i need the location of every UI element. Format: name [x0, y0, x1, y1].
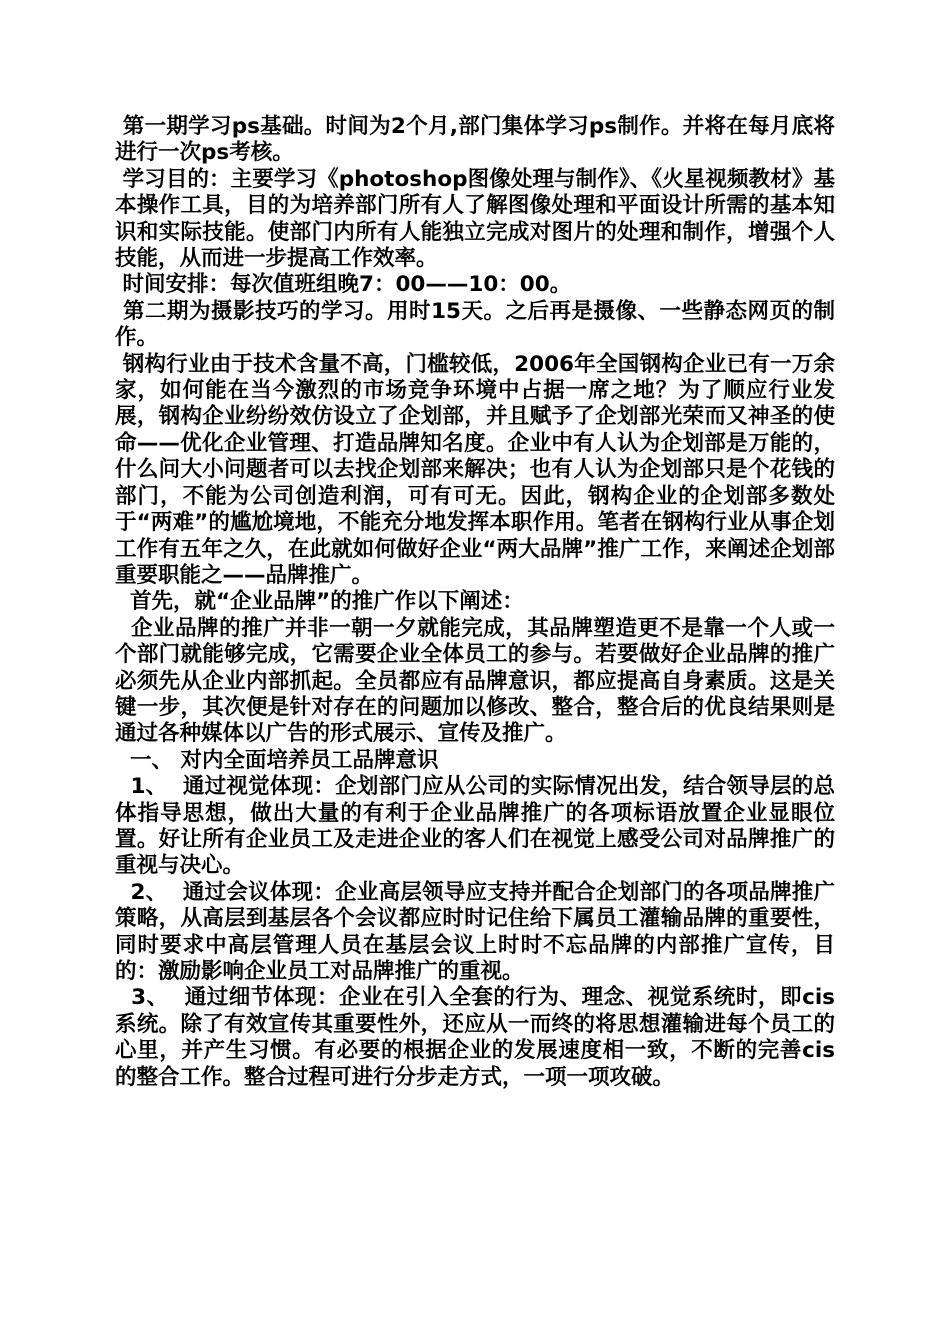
- paragraph-brand-promotion-details: 企业品牌的推广并非一朝一夕就能完成，其品牌塑造更不是靠一个人或一个部门就能够完成，它需要企业全体员工的参与。若要做好企业品牌的推广必须先从企业内部抓起。全员都应有品牌意识，都应提高自身素质。这是关键一步，其次便是针对存在的问题加以修改、整合，整合后的优良结果则是通过各种媒体以广告的形式展示、宣传及推广。: [115, 615, 835, 747]
- document-body: [115, 114, 835, 1091]
- paragraph-steel-industry-planning: 钢构行业由于技术含量不高，门槛较低，2006年全国钢构企业已有一万余家，如何能在当今激烈的市场竞争环境中占据一席之地？为了顺应行业发展，钢构企业纷纷效仿设立了企划部，并且赋予了企划部光荣而又神圣的使命——优化企业管理、打造品牌知名度。企业中有人认为企划部是万能的，什么问大小问题者可以去找企划部来解决；也有人认为企划部只是个花钱的部门，不能为公司创造利润，可有可无。因此，钢构企业的企划部多数处于“两难”的尴尬境地，不能充分地发挥本职作用。笔者在钢构行业从事企划工作有五年之久，在此就如何做好企业“两大品牌”推广工作，来阐述企划部重要职能之——品牌推广。: [115, 351, 835, 588]
- paragraph-learning-goals: 学习目的：主要学习《photoshop图像处理与制作》、《火星视频教材》基本操作工具，目的为培养部门所有人了解图像处理和平面设计所需的基本知识和实际技能。使部门内所有人能独立完成对图片的处理和制作，增强个人技能，从而进一步提高工作效率。: [115, 166, 835, 272]
- section-heading-internal-brand-awareness: 一、 对内全面培养员工品牌意识: [115, 747, 439, 773]
- list-item-details: 3、 通过细节体现：企业在引入全套的行为、理念、视觉系统时，即cis系统。除了有效宣传其重要性外，还应从一而终的将思想灌输进每个员工的心里，并产生习惯。有必要的根据企业的发展速度相一致，不断的完善cis的整合工作。整合过程可进行分步走方式，一项一项攻破。: [115, 985, 835, 1090]
- paragraph-phase-one-ps-basics: 第一期学习ps基础。时间为2个月,部门集体学习ps制作。并将在每月底将进行一次ps考核。: [115, 114, 835, 166]
- paragraph-schedule: 时间安排：每次值班组晚7：00——10：00。: [115, 272, 572, 298]
- paragraph-brand-promotion-intro: 首先，就“企业品牌”的推广作以下阐述：: [115, 589, 524, 615]
- paragraph-phase-two-photography: 第二期为摄影技巧的学习。用时15天。之后再是摄像、一些静态网页的制作。: [115, 298, 835, 351]
- list-item-meetings: 2、 通过会议体现：企业高层领导应支持并配合企划部门的各项品牌推广策略，从高层到基层各个会议都应时时记住给下属员工灌输品牌的重要性，同时要求中高层管理人员在基层会议上时时不忘品牌的内部推广宣传，目的：激励影响企业员工对品牌推广的重视。: [115, 879, 835, 984]
- list-item-visual: 1、 通过视觉体现：企划部门应从公司的实际情况出发，结合领导层的总体指导思想，做出大量的有利于企业品牌推广的各项标语放置企业显眼位置。好让所有企业员工及走进企业的客人们在视觉上感受公司对品牌推广的重视与决心。: [115, 774, 835, 879]
